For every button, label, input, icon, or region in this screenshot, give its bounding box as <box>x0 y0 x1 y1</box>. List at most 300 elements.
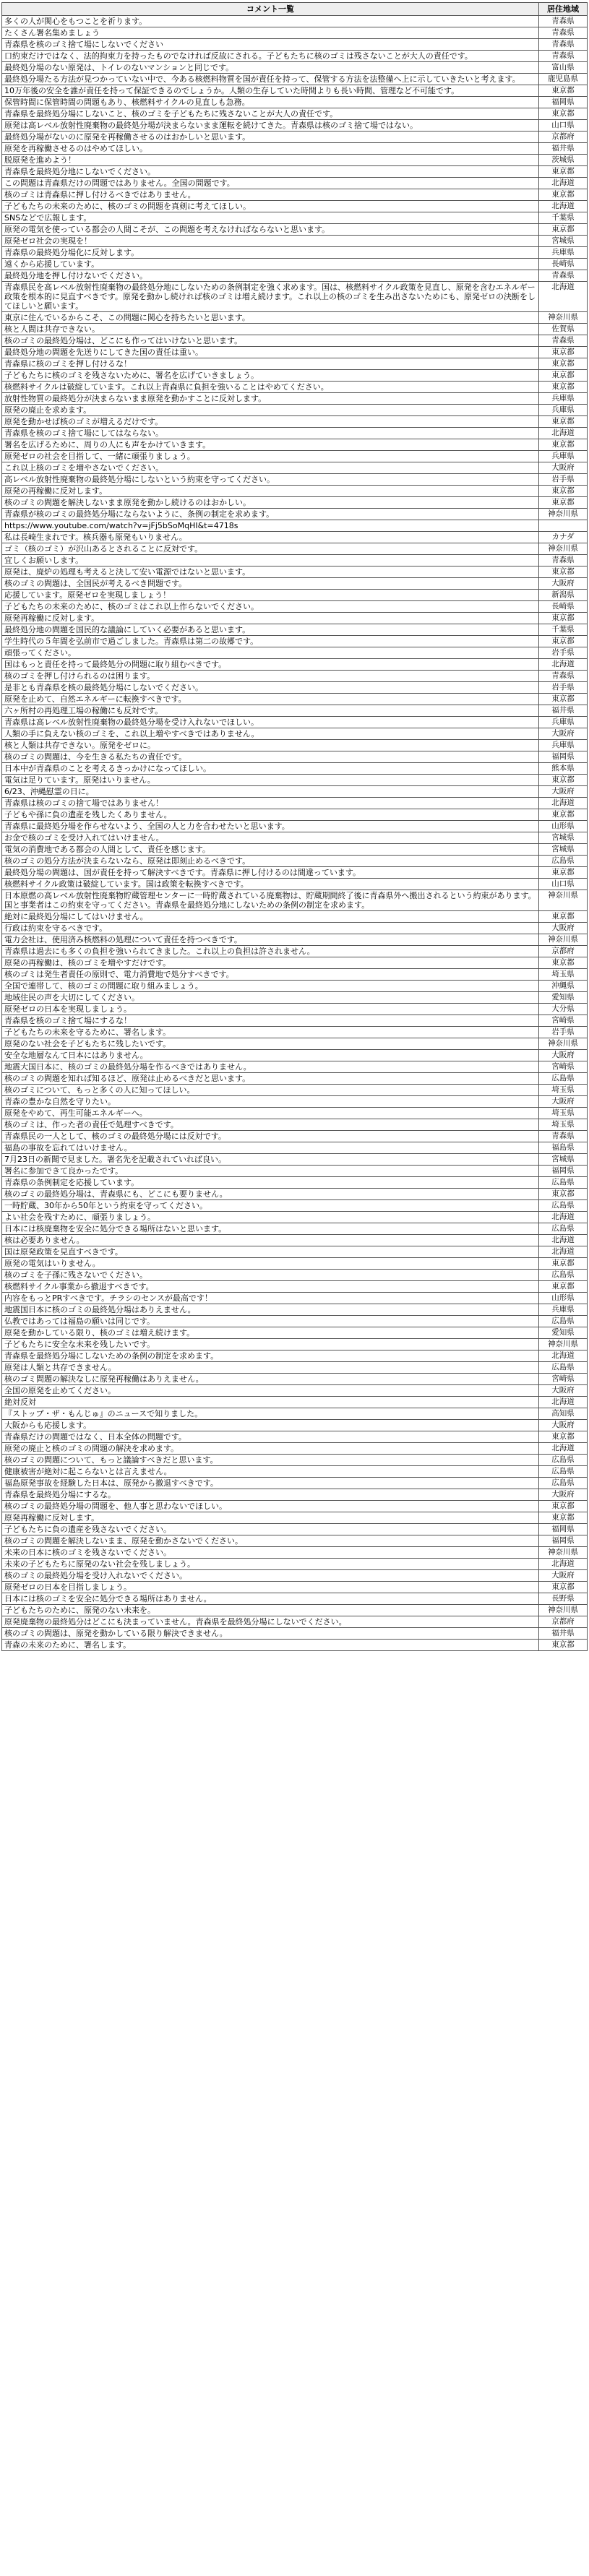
prefecture-cell: 千葉県 <box>539 624 588 636</box>
table-row <box>2 1108 588 1119</box>
table-row <box>2 1640 588 1651</box>
table-row <box>2 1628 588 1640</box>
table-row <box>2 259 588 270</box>
comment-cell: 最終処分地の問題を先送りにしてきた国の責任は重い。 <box>2 347 539 358</box>
comment-cell: 原発ゼロの日本を実現しましょう。 <box>2 1004 539 1015</box>
prefecture-cell: 北海道 <box>539 178 588 189</box>
prefecture-cell: 北海道 <box>539 1212 588 1223</box>
comment-cell: 原発を再稼働させるのはやめてほしい。 <box>2 143 539 155</box>
prefecture-cell: 岩手県 <box>539 647 588 659</box>
comment-cell: 地震大国日本に、核のゴミの最終処分場を作るべきではありません。 <box>2 1061 539 1073</box>
comment-cell: 核のゴミの問題を知れば知るほど、原発は止めるべきだと思います。 <box>2 1073 539 1085</box>
prefecture-cell: 岩手県 <box>539 1027 588 1038</box>
comment-cell: 原発の廃止と核のゴミの問題の解決を求めます。 <box>2 1443 539 1455</box>
prefecture-cell: 大阪府 <box>539 923 588 934</box>
comment-cell: 核燃料サイクルは破綻しています。これ以上青森県に負担を強いることはやめてください。 <box>2 382 539 393</box>
table-row <box>2 166 588 178</box>
prefecture-cell: 大阪府 <box>539 1420 588 1431</box>
comment-cell: 署名を広げるために、周りの人にも声をかけていきます。 <box>2 439 539 451</box>
prefecture-cell: 北海道 <box>539 1397 588 1408</box>
comment-cell: 核のゴミの処分方法が決まらないなら、原発は即刻止めるべきです。 <box>2 856 539 867</box>
table-row <box>2 1327 588 1339</box>
table-row <box>2 1293 588 1304</box>
comment-cell: 最終処分場の問題は、国が責任を持って解決すべきです。青森県に押し付けるのは間違っています。 <box>2 867 539 879</box>
prefecture-cell: 青森県 <box>539 335 588 347</box>
comment-cell: 原発をやめて、再生可能エネルギーへ。 <box>2 1108 539 1119</box>
comment-cell: 原発ゼロの社会を目指して、一緒に頑張りましょう。 <box>2 451 539 462</box>
prefecture-cell: 長野県 <box>539 1593 588 1605</box>
prefecture-cell: 神奈川県 <box>539 509 588 520</box>
comment-cell: 青森県を最終処分地にしないでください。 <box>2 166 539 178</box>
prefecture-cell: 大阪府 <box>539 1050 588 1061</box>
prefecture-cell: 青森県 <box>539 270 588 282</box>
prefecture-cell: 東京都 <box>539 497 588 509</box>
comment-cell: 原発の電気はいりません。 <box>2 1258 539 1270</box>
table-row <box>2 1512 588 1524</box>
comment-cell: 青森県を最終処分場にするな。 <box>2 1489 539 1501</box>
prefecture-cell: 広島県 <box>539 1478 588 1489</box>
comment-cell: 青森県は過去にも多くの負担を強いられてきました。これ以上の負担は許されません。 <box>2 946 539 957</box>
table-row <box>2 1478 588 1489</box>
table-row <box>2 671 588 682</box>
table-row <box>2 923 588 934</box>
table-row <box>2 143 588 155</box>
table-row <box>2 520 588 532</box>
table-row <box>2 694 588 705</box>
comment-cell: 原発のない社会を子どもたちに残したいです。 <box>2 1038 539 1050</box>
prefecture-cell: 神奈川県 <box>539 934 588 946</box>
table-row <box>2 474 588 486</box>
prefecture-cell: 東京都 <box>539 809 588 821</box>
prefecture-cell: 東京都 <box>539 416 588 428</box>
table-row <box>2 1489 588 1501</box>
prefecture-cell: 佐賀県 <box>539 324 588 335</box>
table-row <box>2 1524 588 1535</box>
table-row <box>2 51 588 62</box>
prefecture-cell: 東京都 <box>539 1640 588 1651</box>
table-row <box>2 786 588 798</box>
table-row <box>2 393 588 405</box>
prefecture-cell: 京都府 <box>539 132 588 143</box>
comment-cell: 日本には核のゴミを安全に処分できる場所はありません。 <box>2 1593 539 1605</box>
prefecture-cell: 東京都 <box>539 189 588 201</box>
prefecture-cell: 広島県 <box>539 1270 588 1281</box>
prefecture-cell: 鹿児島県 <box>539 74 588 85</box>
table-row <box>2 1050 588 1061</box>
table-row <box>2 867 588 879</box>
comment-cell: 原発を止めて、自然エネルギーに転換すべきです。 <box>2 694 539 705</box>
prefecture-cell: 青森県 <box>539 555 588 567</box>
comment-cell: 核のゴミを子孫に残さないでください。 <box>2 1270 539 1281</box>
table-row <box>2 97 588 108</box>
table-row <box>2 1535 588 1547</box>
prefecture-cell: 広島県 <box>539 1455 588 1466</box>
table-row <box>2 1212 588 1223</box>
comment-cell: 核のゴミの最終処分場の問題を、他人事と思わないでほしい。 <box>2 1501 539 1512</box>
table-row <box>2 821 588 832</box>
table-row <box>2 1443 588 1455</box>
table-row <box>2 62 588 74</box>
comment-cell: 核と人類は共存できない。原発をゼロに。 <box>2 740 539 751</box>
table-row <box>2 763 588 775</box>
table-row <box>2 1362 588 1374</box>
table-row <box>2 1616 588 1628</box>
prefecture-cell: 兵庫県 <box>539 393 588 405</box>
comment-cell: 核のゴミの問題は、原発を動かしている限り解決できません。 <box>2 1628 539 1640</box>
comment-cell: これ以上核のゴミを増やさないでください。 <box>2 462 539 474</box>
table-row <box>2 844 588 856</box>
comment-cell: 10万年後の安全を誰が責任を持って保証できるのでしょうか。人類の生存していた時間よりも長い時間、管理など不可能です。 <box>2 85 539 97</box>
table-row <box>2 1189 588 1200</box>
prefecture-cell: 東京都 <box>539 224 588 236</box>
table-row <box>2 1408 588 1420</box>
table-row <box>2 1270 588 1281</box>
comment-cell: 原発の再稼働は、核のゴミを増やすだけです。 <box>2 957 539 969</box>
prefecture-cell: 福岡県 <box>539 97 588 108</box>
prefecture-cell: 神奈川県 <box>539 1605 588 1616</box>
prefecture-cell: 埼玉県 <box>539 1085 588 1096</box>
comment-cell: 頑張ってください。 <box>2 647 539 659</box>
prefecture-cell: 大阪府 <box>539 462 588 474</box>
comment-cell: 青森県を核のゴミ捨て場にしないでください <box>2 39 539 51</box>
comment-cell: お金で核のゴミを受け入れてはいけません。 <box>2 832 539 844</box>
comment-cell: 原発再稼働に反対します。 <box>2 613 539 624</box>
table-row <box>2 590 588 601</box>
comment-cell: 日本原燃の高レベル放射性廃棄物貯蔵管理センターに一時貯蔵されている廃棄物は、貯蔵期間終了後に青森県外へ搬出されるという約束があります。国と事業者はこの約束を守ってください。青森県を最終処分地にしないための条例の制定を求めます。 <box>2 890 539 911</box>
comment-cell: 原発再稼働に反対します。 <box>2 1512 539 1524</box>
prefecture-cell: 大阪府 <box>539 786 588 798</box>
prefecture-cell: 福井県 <box>539 143 588 155</box>
comment-cell: 行政は約束を守るべきです。 <box>2 923 539 934</box>
comment-cell: 口約束だけではなく、法的拘束力を持ったものでなければ反故にされる。子どもたちに核のゴミは残さないことが大人の責任です。 <box>2 51 539 62</box>
table-row <box>2 832 588 844</box>
prefecture-cell: 青森県 <box>539 16 588 27</box>
comment-cell: よい社会を残すために、頑張りましょう。 <box>2 1212 539 1223</box>
prefecture-cell: 北海道 <box>539 428 588 439</box>
prefecture-cell: 宮城県 <box>539 832 588 844</box>
comment-cell: 核のゴミは青森県に押し付けるべきではありません。 <box>2 189 539 201</box>
prefecture-cell: 東京都 <box>539 439 588 451</box>
table-row <box>2 957 588 969</box>
comment-cell: 原発を動かしている限り、核のゴミは増え続けます。 <box>2 1327 539 1339</box>
comment-cell: 原発の電気を使っている都会の人間こそが、この問題を考えなければならないと思います。 <box>2 224 539 236</box>
prefecture-cell: 東京都 <box>539 957 588 969</box>
prefecture-cell: 福井県 <box>539 1628 588 1640</box>
table-row <box>2 567 588 578</box>
table-row <box>2 775 588 786</box>
comment-cell: 人類の手に負えない核のゴミを、これ以上増やすべきではありません。 <box>2 728 539 740</box>
comment-cell: 青森県だけの問題ではなく、日本全体の問題です。 <box>2 1431 539 1443</box>
prefecture-cell: 京都府 <box>539 1616 588 1628</box>
table-row <box>2 247 588 259</box>
prefecture-cell: 大阪府 <box>539 578 588 590</box>
comment-cell: 最終処分地を押し付けないでください。 <box>2 270 539 282</box>
comment-cell: 核のゴミについて、もっと多くの人に知ってほしい。 <box>2 1085 539 1096</box>
comment-cell: 核のゴミ問題の解決なしに原発再稼働はありえません。 <box>2 1374 539 1385</box>
comment-cell: 宜しくお願いします。 <box>2 555 539 567</box>
comment-cell: 東京に住んでいるからこそ、この問題に関心を持ちたいと思います。 <box>2 312 539 324</box>
comment-cell: 核のゴミは、作った者の責任で処理すべきです。 <box>2 1119 539 1131</box>
comment-cell: 地震国日本に核のゴミの最終処分場はありえません。 <box>2 1304 539 1316</box>
comment-cell: 私は長崎生まれです。核兵器も原発もいりません。 <box>2 532 539 543</box>
comment-cell: 内容をもっとPRすべきです。チラシのセンスが最高です！ <box>2 1293 539 1304</box>
table-row <box>2 132 588 143</box>
prefecture-cell: 東京都 <box>539 347 588 358</box>
comment-cell: 絶対反対 <box>2 1397 539 1408</box>
prefecture-cell: 東京都 <box>539 85 588 97</box>
table-row <box>2 1038 588 1050</box>
comment-cell: 安全な地層なんて日本にはありません。 <box>2 1050 539 1061</box>
comment-cell: 原発廃棄物の最終処分はどこにも決まっていません。青森県を最終処分場にしないでください。 <box>2 1616 539 1628</box>
prefecture-cell: 長崎県 <box>539 601 588 613</box>
prefecture-cell: 埼玉県 <box>539 1119 588 1131</box>
table-row <box>2 486 588 497</box>
prefecture-cell: 福井県 <box>539 705 588 717</box>
prefecture-cell: 熊本県 <box>539 763 588 775</box>
comment-cell: 放射性物質の最終処分が決まらないまま原発を動かすことに反対します。 <box>2 393 539 405</box>
prefecture-cell: 大分県 <box>539 1004 588 1015</box>
comment-cell: 多くの人が関心をもつことを祈ります。 <box>2 16 539 27</box>
table-row <box>2 659 588 671</box>
comment-cell: 核のゴミの問題は、今を生きる私たちの責任です。 <box>2 751 539 763</box>
comment-cell: 核のゴミの最終処分場は、どこにも作ってはいけないと思います。 <box>2 335 539 347</box>
comment-table <box>1 2 588 1651</box>
comment-cell: 最終処分場たる方法が見つかっていない中で、今ある核燃料物質を国が責任を持って、保管する方法を法整備へ上に示していきたいと考えます。 <box>2 74 539 85</box>
table-row <box>2 370 588 382</box>
table-row <box>2 934 588 946</box>
table-row <box>2 155 588 166</box>
comment-cell: 原発は高レベル放射性廃棄物の最終処分場が決まらないまま運転を続けてきた。青森県は核のゴミ捨て場ではない。 <box>2 120 539 132</box>
comment-cell: 原発の廃止を求めます。 <box>2 405 539 416</box>
comment-cell: 子どもたちの未来を守るために、署名します。 <box>2 1027 539 1038</box>
comment-cell: 最終処分場のない原発は、トイレのないマンションと同じです。 <box>2 62 539 74</box>
comment-rows <box>2 16 588 1651</box>
table-row <box>2 1351 588 1362</box>
prefecture-cell: 宮崎県 <box>539 1015 588 1027</box>
table-row <box>2 1582 588 1593</box>
table-row <box>2 1015 588 1027</box>
prefecture-cell: 兵庫県 <box>539 1304 588 1316</box>
table-row <box>2 705 588 717</box>
table-row <box>2 282 588 312</box>
table-row <box>2 555 588 567</box>
prefecture-cell: 北海道 <box>539 1246 588 1258</box>
comment-cell: 核のゴミを押し付けられるのは困ります。 <box>2 671 539 682</box>
table-row <box>2 1397 588 1408</box>
prefecture-cell: 京都府 <box>539 946 588 957</box>
comment-cell: 青森県の条例制定を応援しています。 <box>2 1177 539 1189</box>
comment-cell: 核のゴミの問題を解決しないまま、原発を動かさないでください。 <box>2 1535 539 1547</box>
comment-cell: 青森県民の一人として、核のゴミの最終処分場には反対です。 <box>2 1131 539 1142</box>
comment-cell: 遠くから応援しています。 <box>2 259 539 270</box>
table-row <box>2 1085 588 1096</box>
comment-cell: 核のゴミの問題について、もっと議論すべきだと思います。 <box>2 1455 539 1466</box>
prefecture-cell: 東京都 <box>539 166 588 178</box>
comment-cell: 青森県を最終処分場にしないこと、核のゴミを子どもたちに残さないことが大人の責任です。 <box>2 108 539 120</box>
table-row <box>2 1166 588 1177</box>
prefecture-cell: 東京都 <box>539 382 588 393</box>
table-row <box>2 1501 588 1512</box>
prefecture-cell: 沖縄県 <box>539 981 588 992</box>
comment-cell: 核のゴミの最終処分場は、青森県にも、どこにも要りません。 <box>2 1189 539 1200</box>
table-row <box>2 382 588 393</box>
comment-cell: 福島の事故を忘れてはいけません。 <box>2 1142 539 1154</box>
comment-cell: 子どもたちの未来のために、核のゴミはこれ以上作らないでください。 <box>2 601 539 613</box>
table-row <box>2 946 588 957</box>
comment-cell: 福島原発事故を経験した日本は、原発から撤退すべきです。 <box>2 1478 539 1489</box>
table-row <box>2 416 588 428</box>
table-row <box>2 890 588 911</box>
comment-cell: 子どもや孫に負の遺産を残したくありません。 <box>2 809 539 821</box>
prefecture-cell: 広島県 <box>539 1200 588 1212</box>
table-row <box>2 911 588 923</box>
prefecture-cell: 兵庫県 <box>539 405 588 416</box>
table-row <box>2 120 588 132</box>
table-row <box>2 428 588 439</box>
table-row <box>2 1559 588 1570</box>
table-row <box>2 189 588 201</box>
prefecture-cell: 青森県 <box>539 1131 588 1142</box>
prefecture-cell: 青森県 <box>539 671 588 682</box>
header-row <box>2 3 588 16</box>
prefecture-cell: 東京都 <box>539 1281 588 1293</box>
prefecture-cell: 長崎県 <box>539 259 588 270</box>
table-row <box>2 1385 588 1397</box>
comment-cell: 原発は人類と共存できません。 <box>2 1362 539 1374</box>
prefecture-cell: 山口県 <box>539 879 588 890</box>
prefecture-cell: 大阪府 <box>539 1489 588 1501</box>
prefecture-cell: 兵庫県 <box>539 247 588 259</box>
comment-cell: この問題は青森県だけの問題ではありません。全国の問題です。 <box>2 178 539 189</box>
table-row <box>2 740 588 751</box>
comment-cell: 最終処分場がないのに原発を再稼働させるのはおかしいと思います。 <box>2 132 539 143</box>
comment-cell: 脱原発を進めよう！ <box>2 155 539 166</box>
prefecture-cell: 青森県 <box>539 27 588 39</box>
comment-cell: 青森県に核のゴミを押し付けるな！ <box>2 358 539 370</box>
table-row <box>2 636 588 647</box>
prefecture-cell: 広島県 <box>539 1466 588 1478</box>
prefecture-cell: 北海道 <box>539 1559 588 1570</box>
table-row <box>2 613 588 624</box>
table-row <box>2 1142 588 1154</box>
comment-cell: 地域住民の声を大切にしてください。 <box>2 992 539 1004</box>
table-row <box>2 1281 588 1293</box>
table-row <box>2 543 588 555</box>
prefecture-cell: 大阪府 <box>539 1385 588 1397</box>
prefecture-cell: 大阪府 <box>539 728 588 740</box>
comment-cell: 核燃料サイクル政策は破綻しています。国は政策を転換すべきです。 <box>2 879 539 890</box>
comment-cell: 『ストップ・ザ・もんじゅ』のニュースで知りました。 <box>2 1408 539 1420</box>
prefecture-cell: 神奈川県 <box>539 312 588 324</box>
table-row <box>2 462 588 474</box>
prefecture-cell: 北海道 <box>539 201 588 212</box>
comment-cell: 青森県を核のゴミ捨て場にするな！ <box>2 1015 539 1027</box>
prefecture-cell: 兵庫県 <box>539 740 588 751</box>
prefecture-cell: 東京都 <box>539 567 588 578</box>
prefecture-cell: 北海道 <box>539 1235 588 1246</box>
comment-cell: 青森県を最終処分場にしないための条例の制定を求めます。 <box>2 1351 539 1362</box>
comment-cell: 全国の原発を止めてください。 <box>2 1385 539 1397</box>
comment-cell: 子どもたちの未来のために、核のゴミの問題を真剣に考えてほしい。 <box>2 201 539 212</box>
prefecture-cell: 神奈川県 <box>539 1038 588 1050</box>
prefecture-cell: 北海道 <box>539 1351 588 1362</box>
table-row <box>2 1119 588 1131</box>
prefecture-cell: 千葉県 <box>539 212 588 224</box>
table-row <box>2 856 588 867</box>
comment-cell: 絶対に最終処分場にしてはいけません。 <box>2 911 539 923</box>
table-row <box>2 879 588 890</box>
comment-cell: 未来の子どもたちに原発のない社会を残しましょう。 <box>2 1559 539 1570</box>
prefecture-cell: 広島県 <box>539 1223 588 1235</box>
prefecture-cell: 富山県 <box>539 62 588 74</box>
table-row <box>2 1339 588 1351</box>
table-row <box>2 178 588 189</box>
table-row <box>2 1200 588 1212</box>
prefecture-cell: 北海道 <box>539 798 588 809</box>
table-row <box>2 682 588 694</box>
prefecture-cell: カナダ <box>539 532 588 543</box>
comment-cell: 一時貯蔵、30年から50年という約束を守ってください。 <box>2 1200 539 1212</box>
table-row <box>2 1570 588 1582</box>
prefecture-cell: 大阪府 <box>539 1096 588 1108</box>
table-row <box>2 1605 588 1616</box>
comment-cell: 青森の豊かな自然を守りたい。 <box>2 1096 539 1108</box>
table-row <box>2 270 588 282</box>
prefecture-cell: 広島県 <box>539 1362 588 1374</box>
table-row <box>2 798 588 809</box>
table-row <box>2 27 588 39</box>
table-row <box>2 717 588 728</box>
comment-cell: 電力会社は、使用済み核燃料の処理について責任を持つべきです。 <box>2 934 539 946</box>
table-row <box>2 312 588 324</box>
comment-cell: 保管時間に保管時間の問題もあり、核燃料サイクルの見直しも急務。 <box>2 97 539 108</box>
prefecture-cell: 山形県 <box>539 821 588 832</box>
comment-cell: 青森の未来のために、署名します。 <box>2 1640 539 1651</box>
comment-cell: SNSなどで広報します。 <box>2 212 539 224</box>
comment-cell: 六ヶ所村の再処理工場の稼働にも反対です。 <box>2 705 539 717</box>
table-row <box>2 624 588 636</box>
comment-cell: 全国で連帯して、核のゴミの問題に取り組みましょう。 <box>2 981 539 992</box>
comment-cell: 子どもたちに安全な未来を残したいです。 <box>2 1339 539 1351</box>
table-row <box>2 601 588 613</box>
table-row <box>2 1420 588 1431</box>
comment-cell: 日本中が青森県のことを考えるきっかけになってほしい。 <box>2 763 539 775</box>
comment-cell: ゴミ（核のゴミ）が沢山あるとされることに反対です。 <box>2 543 539 555</box>
table-row <box>2 751 588 763</box>
table-row <box>2 212 588 224</box>
table-row <box>2 1455 588 1466</box>
table-row <box>2 1154 588 1166</box>
prefecture-cell: 広島県 <box>539 1177 588 1189</box>
comment-cell: たくさん署名集めましょう <box>2 27 539 39</box>
prefecture-cell: 宮崎県 <box>539 1061 588 1073</box>
table-row <box>2 358 588 370</box>
table-row <box>2 39 588 51</box>
table-row <box>2 1096 588 1108</box>
prefecture-cell: 愛知県 <box>539 992 588 1004</box>
prefecture-cell: 北海道 <box>539 1443 588 1455</box>
prefecture-cell: 岩手県 <box>539 474 588 486</box>
table-row <box>2 1235 588 1246</box>
prefecture-cell: 埼玉県 <box>539 1108 588 1119</box>
comment-cell: 核のゴミの問題を解決しないまま原発を動かし続けるのはおかしい。 <box>2 497 539 509</box>
comment-cell: 原発を動かせば核のゴミが増えるだけです。 <box>2 416 539 428</box>
comment-cell: 核燃料サイクル事業から撤退すべきです。 <box>2 1281 539 1293</box>
table-row <box>2 1547 588 1559</box>
table-row <box>2 1466 588 1478</box>
prefecture-cell: 東京都 <box>539 370 588 382</box>
comment-cell: 子どもたちに核のゴミを残さないために、署名を広げていきましょう。 <box>2 370 539 382</box>
